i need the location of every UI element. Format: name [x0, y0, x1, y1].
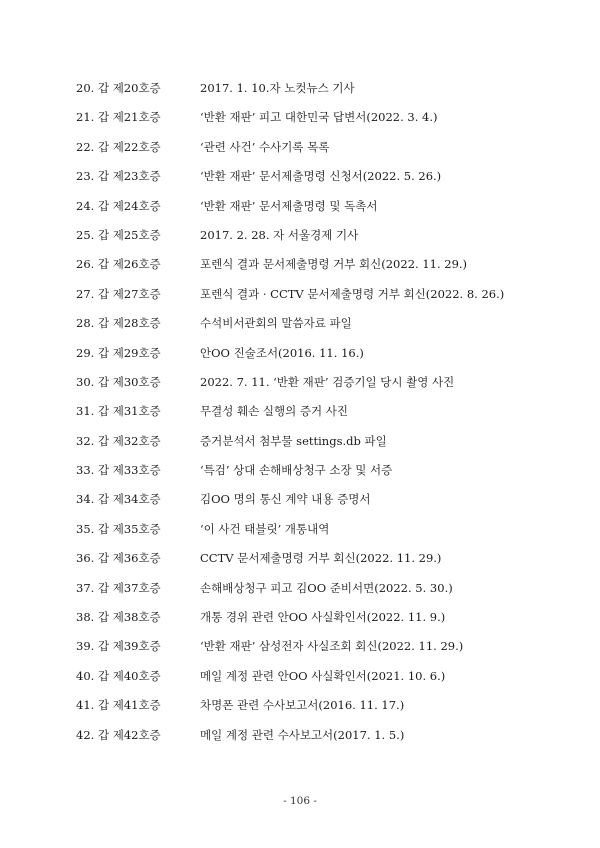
evidence-number: 38. 갑 제38호증 — [76, 610, 161, 625]
evidence-list — [0, 80, 600, 756]
evidence-description: ‘반환 재판’ 문서제출명령 및 독촉서 — [200, 198, 378, 213]
evidence-number: 35. 갑 제35호증 — [76, 521, 161, 536]
evidence-number: 33. 갑 제33호증 — [76, 463, 161, 478]
evidence-item — [0, 697, 600, 726]
evidence-description: ‘특검’ 상대 손해배상청구 소장 및 서증 — [200, 463, 393, 478]
evidence-item — [0, 609, 600, 638]
evidence-description: 2017. 1. 10.자 노컷뉴스 기사 — [200, 81, 355, 95]
evidence-description: 차명폰 관련 수사보고서(2016. 11. 17.) — [200, 698, 405, 713]
evidence-number: 28. 갑 제28호증 — [76, 316, 161, 331]
evidence-description: 안OO 진술조서(2016. 11. 16.) — [200, 345, 364, 360]
evidence-description: 2022. 7. 11. ‘반환 재판’ 검증기일 당시 촬영 사진 — [200, 374, 455, 389]
evidence-item — [0, 491, 600, 520]
evidence-item — [0, 139, 600, 168]
evidence-number: 39. 갑 제39호증 — [76, 639, 161, 654]
evidence-number: 27. 갑 제27호증 — [76, 286, 161, 301]
evidence-item — [0, 580, 600, 609]
evidence-number: 23. 갑 제23호증 — [76, 169, 161, 184]
evidence-description: ‘반환 재판’ 피고 대한민국 답변서(2022. 3. 4.) — [200, 110, 438, 125]
evidence-item — [0, 227, 600, 256]
evidence-description: 증거분석서 첨부물 settings.db 파일 — [200, 433, 387, 448]
evidence-item — [0, 345, 600, 374]
evidence-number: 31. 갑 제31호증 — [76, 404, 161, 419]
evidence-item — [0, 315, 600, 344]
evidence-description: 무결성 훼손 실행의 증거 사진 — [200, 404, 348, 419]
evidence-item — [0, 168, 600, 197]
evidence-item — [0, 80, 600, 109]
evidence-description: CCTV 문서제출명령 거부 회신(2022. 11. 29.) — [200, 551, 442, 566]
evidence-item — [0, 433, 600, 462]
evidence-description: 포렌식 결과 · CCTV 문서제출명령 거부 회신(2022. 8. 26.) — [200, 286, 505, 301]
evidence-item — [0, 638, 600, 667]
evidence-number: 26. 갑 제26호증 — [76, 257, 161, 272]
evidence-item — [0, 462, 600, 491]
evidence-description: ‘이 사건 태블릿’ 개통내역 — [200, 521, 330, 536]
evidence-description: 수석비서관회의 말씀자료 파일 — [200, 316, 352, 331]
evidence-item — [0, 374, 600, 403]
evidence-number: 21. 갑 제21호증 — [76, 110, 161, 125]
evidence-description: 포렌식 결과 문서제출명령 거부 회신(2022. 11. 29.) — [200, 257, 468, 272]
evidence-description: 손해배상청구 피고 김OO 준비서면(2022. 5. 30.) — [200, 580, 453, 595]
evidence-description: 김OO 명의 통신 계약 내용 증명서 — [200, 492, 371, 507]
evidence-item — [0, 668, 600, 697]
evidence-item — [0, 256, 600, 285]
evidence-item — [0, 521, 600, 550]
evidence-item — [0, 550, 600, 579]
evidence-description: ‘반환 재판’ 문서제출명령 신청서(2022. 5. 26.) — [200, 169, 442, 184]
evidence-item — [0, 286, 600, 315]
evidence-number: 25. 갑 제25호증 — [76, 227, 161, 242]
evidence-item — [0, 403, 600, 432]
evidence-number: 37. 갑 제37호증 — [76, 580, 161, 595]
evidence-item — [0, 198, 600, 227]
evidence-number: 36. 갑 제36호증 — [76, 551, 161, 566]
evidence-number: 34. 갑 제34호증 — [76, 492, 161, 507]
evidence-description: 메일 계정 관련 수사보고서(2017. 1. 5.) — [200, 727, 405, 742]
evidence-description: 개통 경위 관련 안OO 사실확인서(2022. 11. 9.) — [200, 610, 446, 625]
evidence-number: 24. 갑 제24호증 — [76, 198, 161, 213]
evidence-number: 42. 갑 제42호증 — [76, 727, 161, 742]
evidence-number: 22. 갑 제22호증 — [76, 139, 161, 154]
evidence-description: 메일 계정 관련 안OO 사실확인서(2021. 10. 6.) — [200, 668, 446, 683]
evidence-item — [0, 109, 600, 138]
evidence-description: ‘관련 사건’ 수사기록 목록 — [200, 139, 330, 154]
page-number: - 106 - — [283, 795, 317, 807]
evidence-description: 2017. 2. 28. 자 서울경제 기사 — [200, 227, 359, 242]
evidence-description: ‘반환 재판’ 삼성전자 사실조회 회신(2022. 11. 29.) — [200, 639, 464, 654]
evidence-number: 32. 갑 제32호증 — [76, 433, 161, 448]
evidence-number: 41. 갑 제41호증 — [76, 698, 161, 713]
evidence-number: 29. 갑 제29호증 — [76, 345, 161, 360]
evidence-number: 30. 갑 제30호증 — [76, 374, 161, 389]
evidence-number: 40. 갑 제40호증 — [76, 668, 161, 683]
evidence-number: 20. 갑 제20호증 — [76, 81, 161, 95]
evidence-item — [0, 727, 600, 756]
